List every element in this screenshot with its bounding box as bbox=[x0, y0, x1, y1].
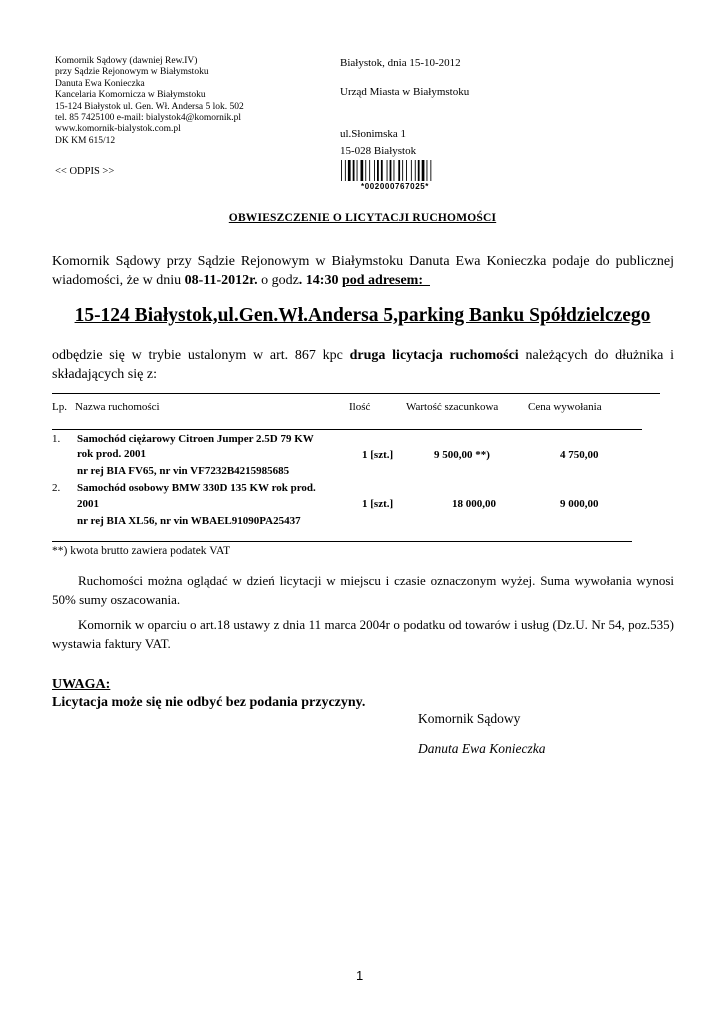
sender-line: Danuta Ewa Konieczka bbox=[55, 78, 145, 89]
address-label: pod adresem: bbox=[341, 273, 423, 288]
row-value: 18 000,00 bbox=[452, 498, 496, 510]
row-qty: 1 [szt.] bbox=[362, 498, 394, 510]
signature-name: Danuta Ewa Konieczka bbox=[418, 741, 546, 756]
signature-role: Komornik Sądowy bbox=[418, 711, 521, 726]
row-lp: 1. bbox=[52, 433, 61, 445]
auction-time: . 14:30 bbox=[298, 273, 339, 288]
sender-line: przy Sądzie Rejonowym w Białymstoku bbox=[55, 67, 209, 78]
row-registration: nr rej BIA FV65, nr vin VF7232B4215985685 bbox=[77, 465, 290, 477]
auction-date: 08-11-2012r. bbox=[184, 273, 258, 288]
auction-type: druga licytacja ruchomości bbox=[349, 348, 519, 363]
barcode bbox=[340, 160, 450, 190]
place-date: Białystok, dnia 15-10-2012 bbox=[340, 57, 461, 69]
sender-line: tel. 85 7425100 e-mail: bialystok4@komornik.pl bbox=[55, 113, 242, 124]
row-price: 4 750,00 bbox=[560, 449, 599, 461]
vat-paragraph: Komornik w oparciu o art.18 ustawy z dnia 11 marca 2004r o podatku od towarów i usług (Dz.U. Nr 54, poz.535) wystawia faktury VAT. bbox=[52, 617, 674, 651]
odpis-label: << ODPIS >> bbox=[55, 166, 115, 177]
intro-paragraph: Komornik Sądowy przy Sądzie Rejonowym w Białymstoku Danuta Ewa Konieczka podaje do publicznej wiadomości, że w dniu 08-11-2012r. o godz. 14:30 pod adresem: bbox=[52, 254, 674, 288]
header-lp: Lp. bbox=[52, 401, 67, 413]
recipient-city: 15-028 Białystok bbox=[340, 145, 417, 157]
header-qty: Ilość bbox=[349, 401, 371, 413]
barcode-text: *002000767025* bbox=[360, 182, 430, 190]
mode-paragraph: odbędzie się w trybie ustalonym w art. 867 kpc druga licytacja ruchomości należących do dłużnika i składających się z: bbox=[52, 348, 674, 382]
table-header-rule bbox=[52, 429, 642, 430]
warning-label: UWAGA: bbox=[52, 677, 111, 692]
sender-line: Komornik Sądowy (dawniej Rew.IV) bbox=[55, 56, 198, 66]
row-registration: nr rej BIA XL56, nr vin WBAEL91090PA25437 bbox=[77, 515, 301, 527]
row-price: 9 000,00 bbox=[560, 498, 599, 510]
row-name-line: Samochód osobowy BMW 330D 135 KW rok prod. bbox=[77, 482, 316, 494]
table-top-rule bbox=[52, 393, 660, 394]
page-number: 1 bbox=[356, 968, 364, 983]
table-bottom-rule bbox=[52, 541, 632, 542]
row-name-line: Samochód ciężarowy Citroen Jumper 2.5D 79 KW bbox=[77, 433, 314, 445]
sender-line: Kancelaria Komornicza w Białymstoku bbox=[55, 90, 206, 101]
recipient-street: ul.Słonimska 1 bbox=[340, 128, 407, 140]
sender-line: 15-124 Białystok ul. Gen. Wł. Andersa 5 lok. 502 bbox=[55, 101, 244, 112]
row-name-line: rok prod. 2001 bbox=[77, 448, 146, 460]
footnote: **) kwota brutto zawiera podatek VAT bbox=[52, 545, 231, 557]
row-lp: 2. bbox=[52, 482, 61, 494]
document-title: OBWIESZCZENIE O LICYTACJI RUCHOMOŚCI bbox=[228, 212, 497, 224]
header-name: Nazwa ruchomości bbox=[75, 401, 160, 413]
header-price: Cena wywołania bbox=[528, 401, 602, 413]
header-value: Wartość szacunkowa bbox=[406, 401, 499, 413]
row-value: 9 500,00 **) bbox=[434, 449, 490, 461]
case-number: DK KM 615/12 bbox=[55, 135, 116, 146]
recipient-name: Urząd Miasta w Białymstoku bbox=[340, 86, 470, 98]
viewing-paragraph: Ruchomości można oglądać w dzień licytacji w miejscu i czasie oznaczonym wyżej. Suma wywołania wynosi 50% sumy oszacowania. bbox=[52, 573, 674, 607]
auction-address: 15-124 Białystok,ul.Gen.Wł.Andersa 5,parking Banku Spółdzielczego bbox=[74, 305, 651, 326]
warning-text: Licytacja może się nie odbyć bez podania przyczyny. bbox=[52, 695, 366, 710]
row-qty: 1 [szt.] bbox=[362, 449, 394, 461]
sender-block bbox=[55, 56, 305, 147]
sender-line: www.komornik-bialystok.com.pl bbox=[55, 124, 181, 135]
row-name-line: 2001 bbox=[77, 498, 99, 510]
